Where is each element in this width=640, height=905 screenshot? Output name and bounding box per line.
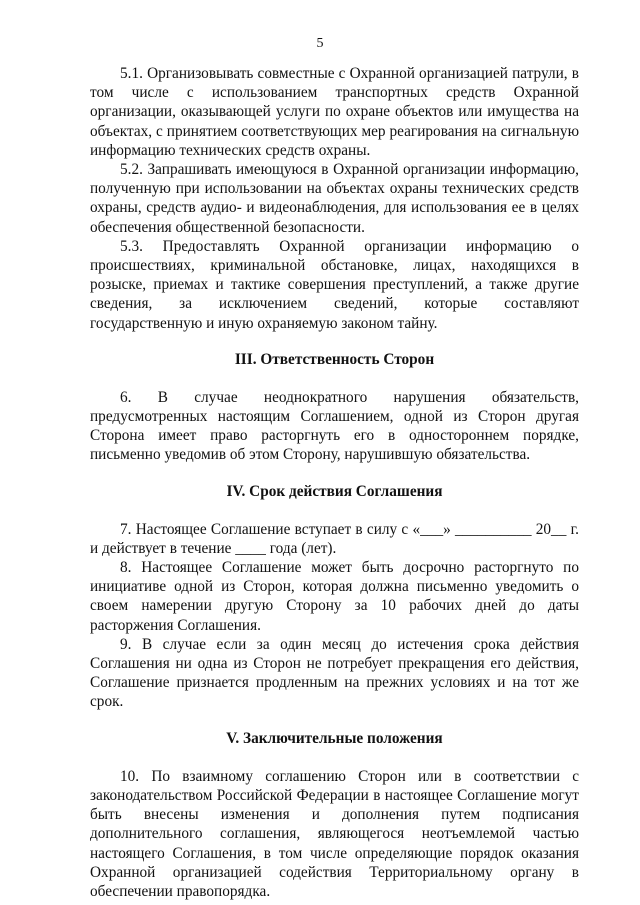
paragraph-5-1: 5.1. Организовывать совместные с Охранной организацией патрули, в том числе с использованием транспортных средств Охранной организации, оказывающей услуги по охране объектов или имущества на объектах, с принятием соответствующих мер реагирования на сигнальную информацию технических средств охраны. xyxy=(90,65,579,159)
paragraph-5-3: 5.3. Предоставлять Охранной организации информацию о происшествиях, криминальной обстановке, лицах, находящихся в розыске, приемах и тактике совершения преступлений, а также другие сведения, за исключением сведений, которые составляют государственную и иную охраняемую законом тайну. xyxy=(90,237,579,332)
paragraph-7: 7. Настоящее Соглашение вступает в силу с «___» __________ 20__ г. и действует в течение ____ года (лет). xyxy=(90,520,579,557)
paragraph-6: 6. В случае неоднократного нарушения обязательств, предусмотренных настоящим Соглашением, одной из Сторон другая Сторона имеет право расторгнуть его в одностороннем порядке, письменно уведомив об этом Сторону, нарушившую обязательства. xyxy=(90,388,579,464)
section-heading-responsibility: III. Ответственность Сторон xyxy=(234,350,435,368)
paragraph-10: 10. По взаимному соглашению Сторон или в соответствии с законодательством Российской Федерации в настоящее Соглашение могут быть внесены изменения и дополнения путем подписания дополнительного соглашения, являющегося неотъемлемой частью настоящего Соглашения, в том числе определяющие порядок оказания Охранной организацией содействия Территориальному органу в обеспечении правопорядка. xyxy=(90,767,579,900)
document-body xyxy=(90,64,579,901)
paragraph-8: 8. Настоящее Соглашение может быть досрочно расторгнуто по инициативе одной из Сторон, которая должна письменно уведомить о своем намерении другую Сторону за 10 рабочих дней до даты расторжения Соглашения. xyxy=(90,559,579,634)
page-number: 5 xyxy=(316,36,324,51)
section-heading-final-provisions: V. Заключительные положения xyxy=(226,729,443,747)
paragraph-5-2: 5.2. Запрашивать имеющуюся в Охранной организации информацию, полученную при использовании на объектах охраны технических средств охраны, средств аудио- и видеонаблюдения, для использования ее в целях обеспечения общественной безопасности. xyxy=(90,161,579,236)
paragraph-9: 9. В случае если за один месяц до истечения срока действия Соглашения ни одна из Сторон не потребует прекращения его действия, Соглашение признается продленным на прежних условиях и на тот же срок. xyxy=(90,635,579,711)
section-heading-term: IV. Срок действия Соглашения xyxy=(226,482,443,500)
